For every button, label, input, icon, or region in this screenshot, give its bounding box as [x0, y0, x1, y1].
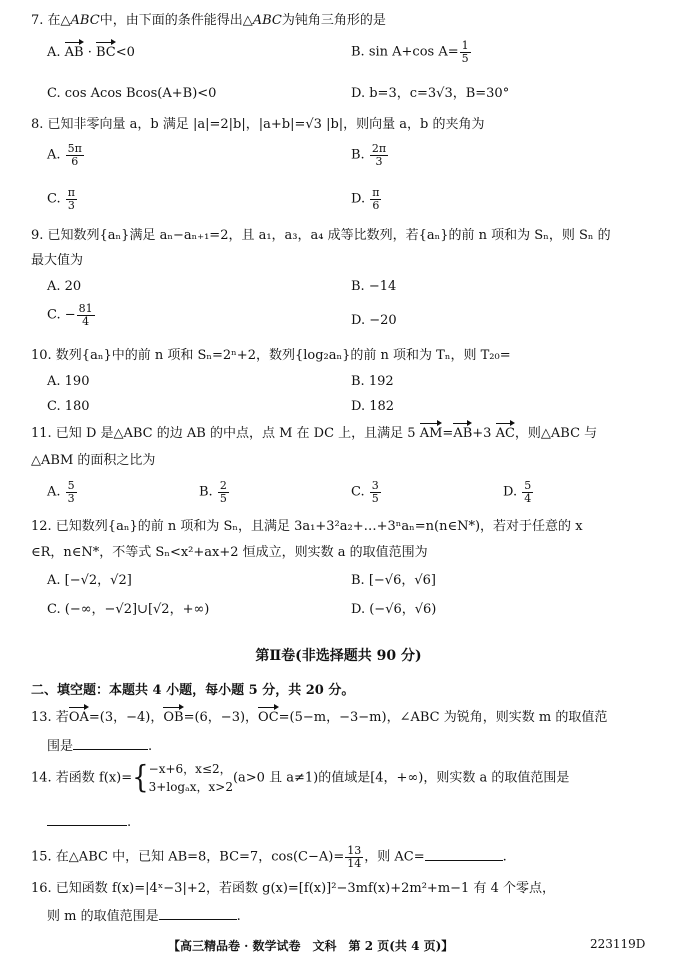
- q8-option-d: D. $\frac{\pi}{6}$: [351, 186, 380, 212]
- q12-option-c: C. (−∞，−√2]∪[√2，+∞): [47, 602, 210, 617]
- q11-stem-line1: 11. 已知 D 是△ABC 的边 AB 的中点，点 M 在 DC 上，且满足 5 AM=AB+3 AC，则△ABC 与: [31, 426, 598, 441]
- q11-option-a: A. $\frac{5}{3}$: [47, 479, 75, 505]
- q9-option-a: A. 20: [47, 279, 82, 294]
- piecewise-cases: −x+6，x≤2， 3+logₐx，x>2: [148, 762, 233, 794]
- fraction: $\frac{1}{5}$: [461, 39, 469, 65]
- answer-blank[interactable]: [47, 813, 127, 826]
- q9-stem-line1: 9. 已知数列{aₙ}满足 aₙ−aₙ₊₁=2，且 a₁，a₃，a₄ 成等比数列，若{aₙ}的前 n 项和为 Sₙ，则 Sₙ 的: [31, 228, 611, 243]
- section-title: 第Ⅱ卷(非选择题共 90 分): [255, 648, 422, 664]
- vector-ac: AC: [495, 426, 515, 441]
- q16-stem-line2: 则 m 的取值范围是 .: [47, 909, 241, 924]
- q7-option-d: D. b=3，c=3√3，B=30°: [351, 86, 510, 101]
- q10-option-a: A. 190: [47, 374, 90, 389]
- q8-option-a: A. $\frac{5\pi}{6}$: [47, 142, 82, 168]
- part2-header: 二、填空题：本题共 4 小题，每小题 5 分，共 20 分。: [31, 683, 355, 698]
- q13-stem-line1: 13. 若OA=(3，−4)，OB=(6，−3)，OC=(5−m，−3−m)，∠ABC 为锐角，则实数 m 的取值范: [31, 710, 608, 725]
- q12-stem-line2: ∈R，n∈N*，不等式 Sₙ<x²+ax+2 恒成立，则实数 a 的取值范围为: [31, 545, 428, 560]
- q10-option-b: B. 192: [351, 374, 394, 389]
- q10-option-d: D. 182: [351, 399, 395, 414]
- vector-am: AM: [419, 426, 443, 441]
- q12-stem-line1: 12. 已知数列{aₙ}的前 n 项和为 Sₙ，且满足 3a₁+3²a₂+…+3ⁿaₙ=n(n∈N*)，若对于任意的 x: [31, 519, 583, 534]
- vector-ob: OB: [163, 710, 184, 725]
- q9-option-c: C. − $\frac{81}{4}$: [47, 302, 93, 328]
- q9-option-b: B. −14: [351, 279, 397, 294]
- q10-option-c: C. 180: [47, 399, 90, 414]
- q8-option-c: C. $\frac{\pi}{3}$: [47, 186, 75, 212]
- q12-option-b: B. [−√6，√6]: [351, 573, 436, 588]
- q13-stem-line2: 围是 .: [47, 739, 153, 754]
- q16-stem-line1: 16. 已知函数 f(x)=|4ˣ−3|+2，若函数 g(x)=[f(x)]²−3mf(x)+2m²+m−1 有 4 个零点，: [31, 881, 555, 896]
- vector-bc: BC: [96, 45, 116, 60]
- q14-stem-line1: 14. 若函数 f(x)={ −x+6，x≤2， 3+logₐx，x>2 (a>0 且 a≠1)的值域是[4，+∞)，则实数 a 的取值范围是: [31, 760, 570, 796]
- q7-stem: 7. 在△ABC中，由下面的条件能得出△ABC为钝角三角形的是: [31, 13, 386, 28]
- q11-option-b: B. $\frac{2}{5}$: [199, 479, 227, 505]
- q8-stem: 8. 已知非零向量 a，b 满足 |a|=2|b|，|a+b|=√3 |b|，则向量 a，b 的夹角为: [31, 117, 485, 132]
- vector-oc: OC: [258, 710, 279, 725]
- q7-option-a: A. AB · BC<0: [47, 45, 135, 60]
- answer-blank[interactable]: [159, 907, 237, 920]
- footer-page-info: 【高三精品卷 · 数学试卷 文科 第 2 页(共 4 页)】: [168, 939, 454, 953]
- q15-stem: 15. 在△ABC 中，已知 AB=8，BC=7，cos(C−A)= $\frac{13}{14}$ ，则 AC= .: [31, 844, 507, 870]
- vector-oa: OA: [68, 710, 89, 725]
- q10-stem: 10. 数列{aₙ}中的前 n 项和 Sₙ=2ⁿ+2，数列{log₂aₙ}的前 n 项和为 Tₙ，则 T₂₀=: [31, 348, 511, 363]
- answer-blank[interactable]: [73, 737, 148, 750]
- q12-option-d: D. (−√6，√6): [351, 602, 437, 617]
- q7-option-b: B. sin A+cos A= $\frac{1}{5}$: [351, 39, 469, 65]
- brace-icon: {: [132, 760, 149, 796]
- q14-stem-line2: .: [47, 813, 131, 829]
- q11-option-c: C. $\frac{3}{5}$: [351, 479, 379, 505]
- q11-option-d: D. $\frac{5}{4}$: [503, 479, 532, 505]
- vector-ab: AB: [453, 426, 473, 441]
- q11-stem-line2: △ABM 的面积之比为: [31, 453, 156, 468]
- q9-stem-line2: 最大值为: [31, 253, 84, 268]
- q7-option-c: C. cos Acos Bcos(A+B)<0: [47, 86, 217, 101]
- q9-option-d: D. −20: [351, 313, 397, 328]
- vector-ab: AB: [64, 45, 84, 60]
- footer-code: 223119D: [590, 937, 646, 951]
- q12-option-a: A. [−√2，√2]: [47, 573, 132, 588]
- q8-option-b: B. $\frac{2\pi}{3}$: [351, 142, 387, 168]
- answer-blank[interactable]: [425, 848, 503, 861]
